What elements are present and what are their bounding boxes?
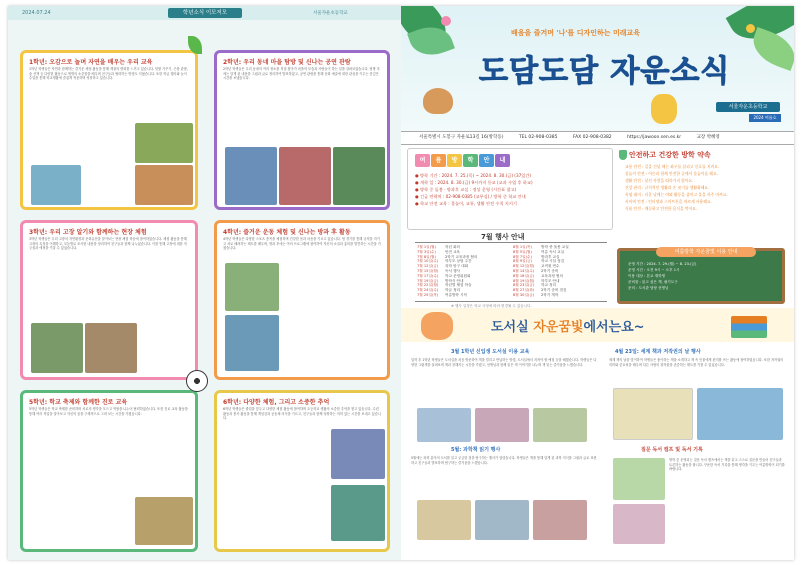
grade6-body: 6학년 학생들은 졸업을 앞두고 다양한 체험 활동에 참여하며 초등학교 생활의 소중한 추억을 쌓고 있습니다. 수련 활동과 봉사 활동을 통해 책임감과 공동체 의식을 기르고, 친구들과 함께 성장하는 의미 있는 시간을 보내고 있습니다. xyxy=(223,407,381,421)
grade1-photo xyxy=(31,165,81,205)
event-name: 2학기 준비 xyxy=(541,268,559,273)
events-column-july xyxy=(417,245,513,298)
summer-tag: 내 xyxy=(495,154,510,167)
grade5-news-box xyxy=(20,390,198,552)
library-notice-body xyxy=(628,261,778,291)
summer-line: ● 방학 중 돌봄 · 방과후 교실 : 정상 운영 (시간표 참고) xyxy=(415,187,517,192)
summer-vacation-details xyxy=(415,172,605,207)
event-date: 8월 5일(월) xyxy=(513,249,532,254)
grade5-title: 5학년: 학교 축제와 함께한 진로 교육 xyxy=(29,399,128,406)
library-article-body: 입학 후 1학년 학생들은 도서실을 처음 방문하여 책을 빌리고 반납하는 방법, 도서실에서 지켜야 할 예절 등을 배웠습니다. 학생들은 다양한 그림책을 살펴보며 책과 친해지는 시간을 가졌고, 선생님과 함께 읽은 책 이야기를 나누며 책 읽는 즐거움을 느꼈습니다. xyxy=(411,358,597,367)
soccer-ball-icon xyxy=(186,370,208,392)
library-heading-pre: 도서실 xyxy=(491,320,529,335)
grade6-news-box xyxy=(214,390,390,552)
event-name: 안전 교육 xyxy=(445,249,461,254)
event-name: 여름 독서 교실 xyxy=(541,249,565,254)
library-photo xyxy=(697,388,783,440)
school-website-link[interactable]: https://jawoon.sen.es.kr xyxy=(627,135,682,140)
safety-item: 물놀이 안전 : 어른과 함께 안전한 곳에서 물놀이를 해요. xyxy=(625,171,718,176)
library-article-body: 5월에는 과학 분야의 도서를 읽고 궁금한 점을 탐구하는 행사가 열렸습니다. 학생들은 책을 통해 알게 된 과학 지식을 그림과 글로 표현하고 친구들과 발표하며 탐구하는 즐거움을 느꼈습니다. xyxy=(411,456,597,465)
principal-name: 교장 박혜영 xyxy=(696,135,720,140)
leaf-decoration-icon xyxy=(747,27,794,71)
library-photo xyxy=(533,408,587,442)
event-name: 방학식 안내 xyxy=(445,278,464,283)
school-name: 서울자운초등학교 xyxy=(313,11,348,16)
grade2-title: 2학년: 우리 동네 마을 탐방 및 신나는 공연 관람 xyxy=(223,59,351,66)
event-name: 방학 중 돌봄 교실 xyxy=(541,245,569,249)
event-date: 7월 17일(수) xyxy=(417,273,439,278)
library-article-title: 5월: 과학책 읽기 행사 xyxy=(451,447,501,453)
library-photo xyxy=(475,408,529,442)
library-banner xyxy=(401,308,794,342)
library-heading xyxy=(491,316,645,335)
grade6-photo xyxy=(331,429,385,479)
library-article-body: 세계 책의 날을 맞이하여 학생들은 좋아하는 책을 소개하고 책 속 인물에게 편지를 쓰는 활동에 참여하였습니다. 또한 저작권의 의미와 중요성을 배우며 다른 사람의 창작물을 존중하는 태도를 기를 수 있었습니다. xyxy=(609,358,784,367)
notice-line: 준비물 : 읽고 싶은 책, 필기도구 xyxy=(628,280,678,284)
safety-title: 안전하고 건강한 방학 약속 xyxy=(629,151,711,159)
event-date: 7월 24일(수) xyxy=(417,288,439,293)
grade1-body: 1학년 학생들은 자연과 함께하는 즐거운 체험 활동을 통해 계절의 변화를 느끼고 있습니다. 텃밭 가꾸기, 곤충 관찰, 숲 산책 등 다양한 활동으로 생명의 소중함을 배우며 친구들과 협력하는 방법도 익혔습니다. 또한 학급 행사와 놀이 수업을 통해 학교생활에 즐겁게 적응하며 성장하고 있습니다. xyxy=(29,67,188,81)
issue-date: 2024.07.24 xyxy=(22,10,51,16)
library-photo xyxy=(417,500,471,540)
library-photo xyxy=(613,458,665,500)
summer-tag: 학 xyxy=(463,154,478,167)
school-tel: TEL 02-908-0385 xyxy=(518,135,558,140)
section-title: 학년소식 이모저모 xyxy=(168,8,242,18)
event-name: 교육과정 협의 xyxy=(541,273,563,278)
notice-line: 이용 대상 : 본교 재학생 xyxy=(628,274,666,278)
summer-tag: 방 xyxy=(447,154,462,167)
masthead xyxy=(401,6,794,131)
grade1-news-box xyxy=(20,50,198,210)
grade3-body: 3학년 학생들은 우리 고장의 자연환경과 문화유산을 알아보는 현장 체험 학습에 참여하였습니다. 체험 활동을 통해 고장의 특징을 이해하고, 모둠별로 조사한 내용을 정리하여 친구들과 함께 나누었습니다. 이를 통해 고장에 대한 자긍심과 애정을 키울 수 있었습니다. xyxy=(29,237,187,251)
event-date: 7월 8일(월) xyxy=(417,254,436,259)
school-fax: FAX 02-908-0382 xyxy=(572,135,612,140)
event-date: 7월 3일(수) xyxy=(417,249,436,254)
event-date: 8월 14일(수) xyxy=(513,268,535,273)
events-title: 7월 행사 안내 xyxy=(481,233,525,241)
book-stack-icon xyxy=(731,316,767,338)
event-date: 8월 7일(수) xyxy=(513,254,532,259)
summer-tag: 안 xyxy=(479,154,494,167)
library-photo xyxy=(613,388,693,440)
event-name: 과학 탐구 대회 xyxy=(445,264,469,269)
event-date: 8월 12일(월) xyxy=(513,264,535,269)
event-name: 학교 운영위원회 xyxy=(445,273,471,278)
notice-line: 문의 : 도서관 담당 선생님 xyxy=(628,286,669,290)
grade5-photo xyxy=(135,497,193,545)
flower-decoration-icon xyxy=(746,24,755,33)
safety-item: 교통 안전 : 길을 건널 때는 좌우를 살피고 신호를 지켜요. xyxy=(625,164,720,169)
grade2-news-box xyxy=(214,50,390,210)
safety-item: 건강 관리 : 규칙적인 생활과 손 씻기를 생활화해요. xyxy=(625,185,710,190)
right-page xyxy=(401,6,794,560)
summer-line: ● 학교 안전 교육 : 물놀이, 교통, 생활 안전 수칙 지키기 xyxy=(415,201,517,206)
newsletter-spread xyxy=(8,6,794,560)
library-photo xyxy=(533,500,587,540)
events-column-august xyxy=(513,245,609,298)
event-name: 학부모 상담 주간 xyxy=(445,259,472,264)
school-info-bar xyxy=(401,131,794,145)
grade2-photo xyxy=(333,147,385,205)
event-row xyxy=(513,293,609,298)
grade6-photo xyxy=(331,485,385,541)
grade4-photo xyxy=(225,315,279,371)
events-note: ※ 행사 일정은 학교 사정에 따라 변경될 수 있습니다. xyxy=(451,304,532,308)
library-photo xyxy=(417,408,471,442)
school-address: 서울특별시 도봉구 자운로13길 16(방학동) xyxy=(419,135,504,140)
notice-line: 운영 시간 : 오전 9시 ~ 오후 1시 xyxy=(628,268,680,272)
event-date: 8월 16일(금) xyxy=(513,273,535,278)
dog-illustration-icon xyxy=(423,88,453,114)
flower-decoration-icon xyxy=(441,16,451,26)
grade3-title: 3학년: 우리 고장 알기와 함께하는 현장 체험 xyxy=(29,229,147,236)
newsletter-title: 도담도담 자운소식 xyxy=(479,54,731,89)
grade3-photo xyxy=(85,323,137,373)
event-name: 독서 행사 xyxy=(445,268,461,273)
safety-item: 식품 안전 : 깨끗하고 안전한 음식을 먹어요. xyxy=(625,206,698,211)
summer-tag: 여 xyxy=(415,154,430,167)
safety-list xyxy=(625,164,785,213)
events-table xyxy=(415,242,607,302)
library-heading-post: 에서는요~ xyxy=(583,320,645,335)
event-name: 방과후 교실 xyxy=(541,254,560,259)
event-name: 학교 정리 xyxy=(541,283,557,288)
event-name: 2학기 교육과정 협의 xyxy=(445,254,478,259)
children-illustration-icon xyxy=(651,94,677,124)
grade2-body: 2학년 학생들은 우리 동네의 여러 장소를 직접 찾아가 마을의 모습과 사람들이 하는 일을 살펴보았습니다. 탐방 후에는 알게 된 내용을 그림과 글로 정리하여 발표하였고, 공연 관람을 통해 문화 예술에 대한 관심을 키우는 뜻깊은 시간을 보냈습니다. xyxy=(223,67,380,81)
grade4-body: 4학년 학생들은 다양한 스포츠 종목을 체험하며 건강한 몸과 마음을 기르고 있습니다. 팀 경기를 통해 규칙을 지키고 서로 배려하는 태도를 배우며, 방과 후에는 여러 프로그램에 참여하여 자신의 소질과 흥미를 발견하는 시간을 가졌습니다. xyxy=(223,237,381,251)
event-date: 7월 19일(금) xyxy=(417,278,439,283)
event-name: 학년 회의 xyxy=(445,245,461,249)
summer-line: ● 개학 일 : 2024. 8. 30.(금) 9시까지 등교 (교과 수업 후 하교) xyxy=(415,180,533,185)
event-date: 8월 1일(목) xyxy=(513,245,532,249)
grade1-photo xyxy=(135,165,193,205)
reading-child-icon xyxy=(421,312,453,340)
event-name: 2학기 준비 점검 xyxy=(541,288,567,293)
event-date: 8월 30일(금) xyxy=(513,292,535,297)
grade3-news-box xyxy=(20,220,198,380)
masthead-subtitle: 배움을 즐겨며 '나'를 디자인하는 미래교육 xyxy=(511,29,640,37)
notice-line: 운영 기간 : 2024. 7. 29.(월) ~ 8. 23.(금) xyxy=(628,262,697,266)
safety-promise xyxy=(617,148,785,244)
event-date: 7월 12일(금) xyxy=(417,264,439,269)
summer-tag: 름 xyxy=(431,154,446,167)
event-name: 여름방학 시작 xyxy=(445,292,467,297)
summer-line: ● 긴급 연락처 : 02-908-0385 (교무실) / 방학 중 학교 안내 xyxy=(415,194,526,199)
library-notice-title: 여름방학 자운꿈빛 이용 안내 xyxy=(656,247,756,257)
event-date: 8월 9일(금) xyxy=(513,259,532,264)
library-heading-highlight: 자운꿈빛 xyxy=(533,320,584,335)
library-article-body: 방학 중 운영되는 질문 독서 캠프에서는 책을 읽고 스스로 질문을 만들어 친구들과 토론하는 활동을 합니다. 꾸준한 독서 기록을 통해 생각을 키우는 여름방학이 되기를 바랍니다. xyxy=(669,458,785,472)
event-row xyxy=(417,293,513,298)
grade4-title: 4학년: 즐거운 운동 체험 및 신나는 방과 후 활동 xyxy=(223,229,351,236)
grade4-photo xyxy=(225,263,279,311)
left-page xyxy=(8,6,401,560)
safety-item: 사이버 안전 : 인터넷과 스마트폰을 바르게 사용해요. xyxy=(625,199,712,204)
event-date: 7월 25일(목) xyxy=(417,292,439,297)
library-notice-board xyxy=(617,248,785,304)
left-page-header xyxy=(8,6,401,20)
event-date: 7월 22일(월) xyxy=(417,283,439,288)
grade3-photo xyxy=(31,323,83,373)
event-name: 학년별 체험 학습 xyxy=(445,283,472,288)
safety-item: 생활 안전 : 낯선 사람을 따라가지 않아요. xyxy=(625,178,694,183)
issue-badge: 2024 여름호 xyxy=(749,114,781,122)
event-name: 학급 정리 xyxy=(445,288,461,293)
grade1-photo xyxy=(135,123,193,163)
event-date: 7월 10일(수) xyxy=(417,259,439,264)
event-date: 8월 23일(금) xyxy=(513,283,535,288)
event-name: 학부모 안내 xyxy=(541,278,560,283)
event-date: 8월 27일(화) xyxy=(513,288,535,293)
library-photo xyxy=(475,500,529,540)
event-date: 7월 15일(월) xyxy=(417,268,439,273)
summer-line: ● 방학 기간 : 2024. 7. 25.(목) ~ 2024. 8. 30.(금) (37일간) xyxy=(415,173,531,178)
grade2-photo xyxy=(225,147,277,205)
shield-icon xyxy=(619,150,627,160)
grade4-news-box xyxy=(214,220,390,380)
event-name: 2학기 개학 xyxy=(541,292,559,297)
event-date: 7월 1일(월) xyxy=(417,245,436,249)
safety-item: 폭염 대비 : 더운 낮에는 야외 활동을 줄이고 물을 자주 마셔요. xyxy=(625,192,728,197)
library-article-title: 3월 1학년 신입생 도서실 이용 교육 xyxy=(451,349,530,355)
grade2-photo xyxy=(279,147,331,205)
library-article-title: 질문 독서 캠프 및 독서 기록 xyxy=(641,447,703,453)
grade5-body: 5학년 학생들은 학교 축제를 준비하며 서로의 생각을 모으고 역할을 나누어 협력하였습니다. 또한 진로 교육 활동을 통해 여러 직업을 알아보고 자신의 꿈을 구체적으로 그려 보는 시간을 가졌습니다. xyxy=(29,407,188,416)
summer-vacation-tags xyxy=(415,154,511,167)
grade1-title: 1학년: 오감으로 놀며 자연을 배우는 우리 교육 xyxy=(29,59,153,66)
library-photo xyxy=(613,504,665,544)
event-name: 학교 시설 점검 xyxy=(541,259,565,264)
event-date: 8월 19일(월) xyxy=(513,278,535,283)
school-badge: 서울자운초등학교 xyxy=(716,102,780,112)
library-article-title: 4월 23일: 세계 책과 저작권의 날 행사 xyxy=(615,349,701,355)
event-name: 교직원 연수 xyxy=(541,264,560,269)
grade6-title: 6학년: 다양한 체험, 그리고 소중한 추억 xyxy=(223,399,330,406)
